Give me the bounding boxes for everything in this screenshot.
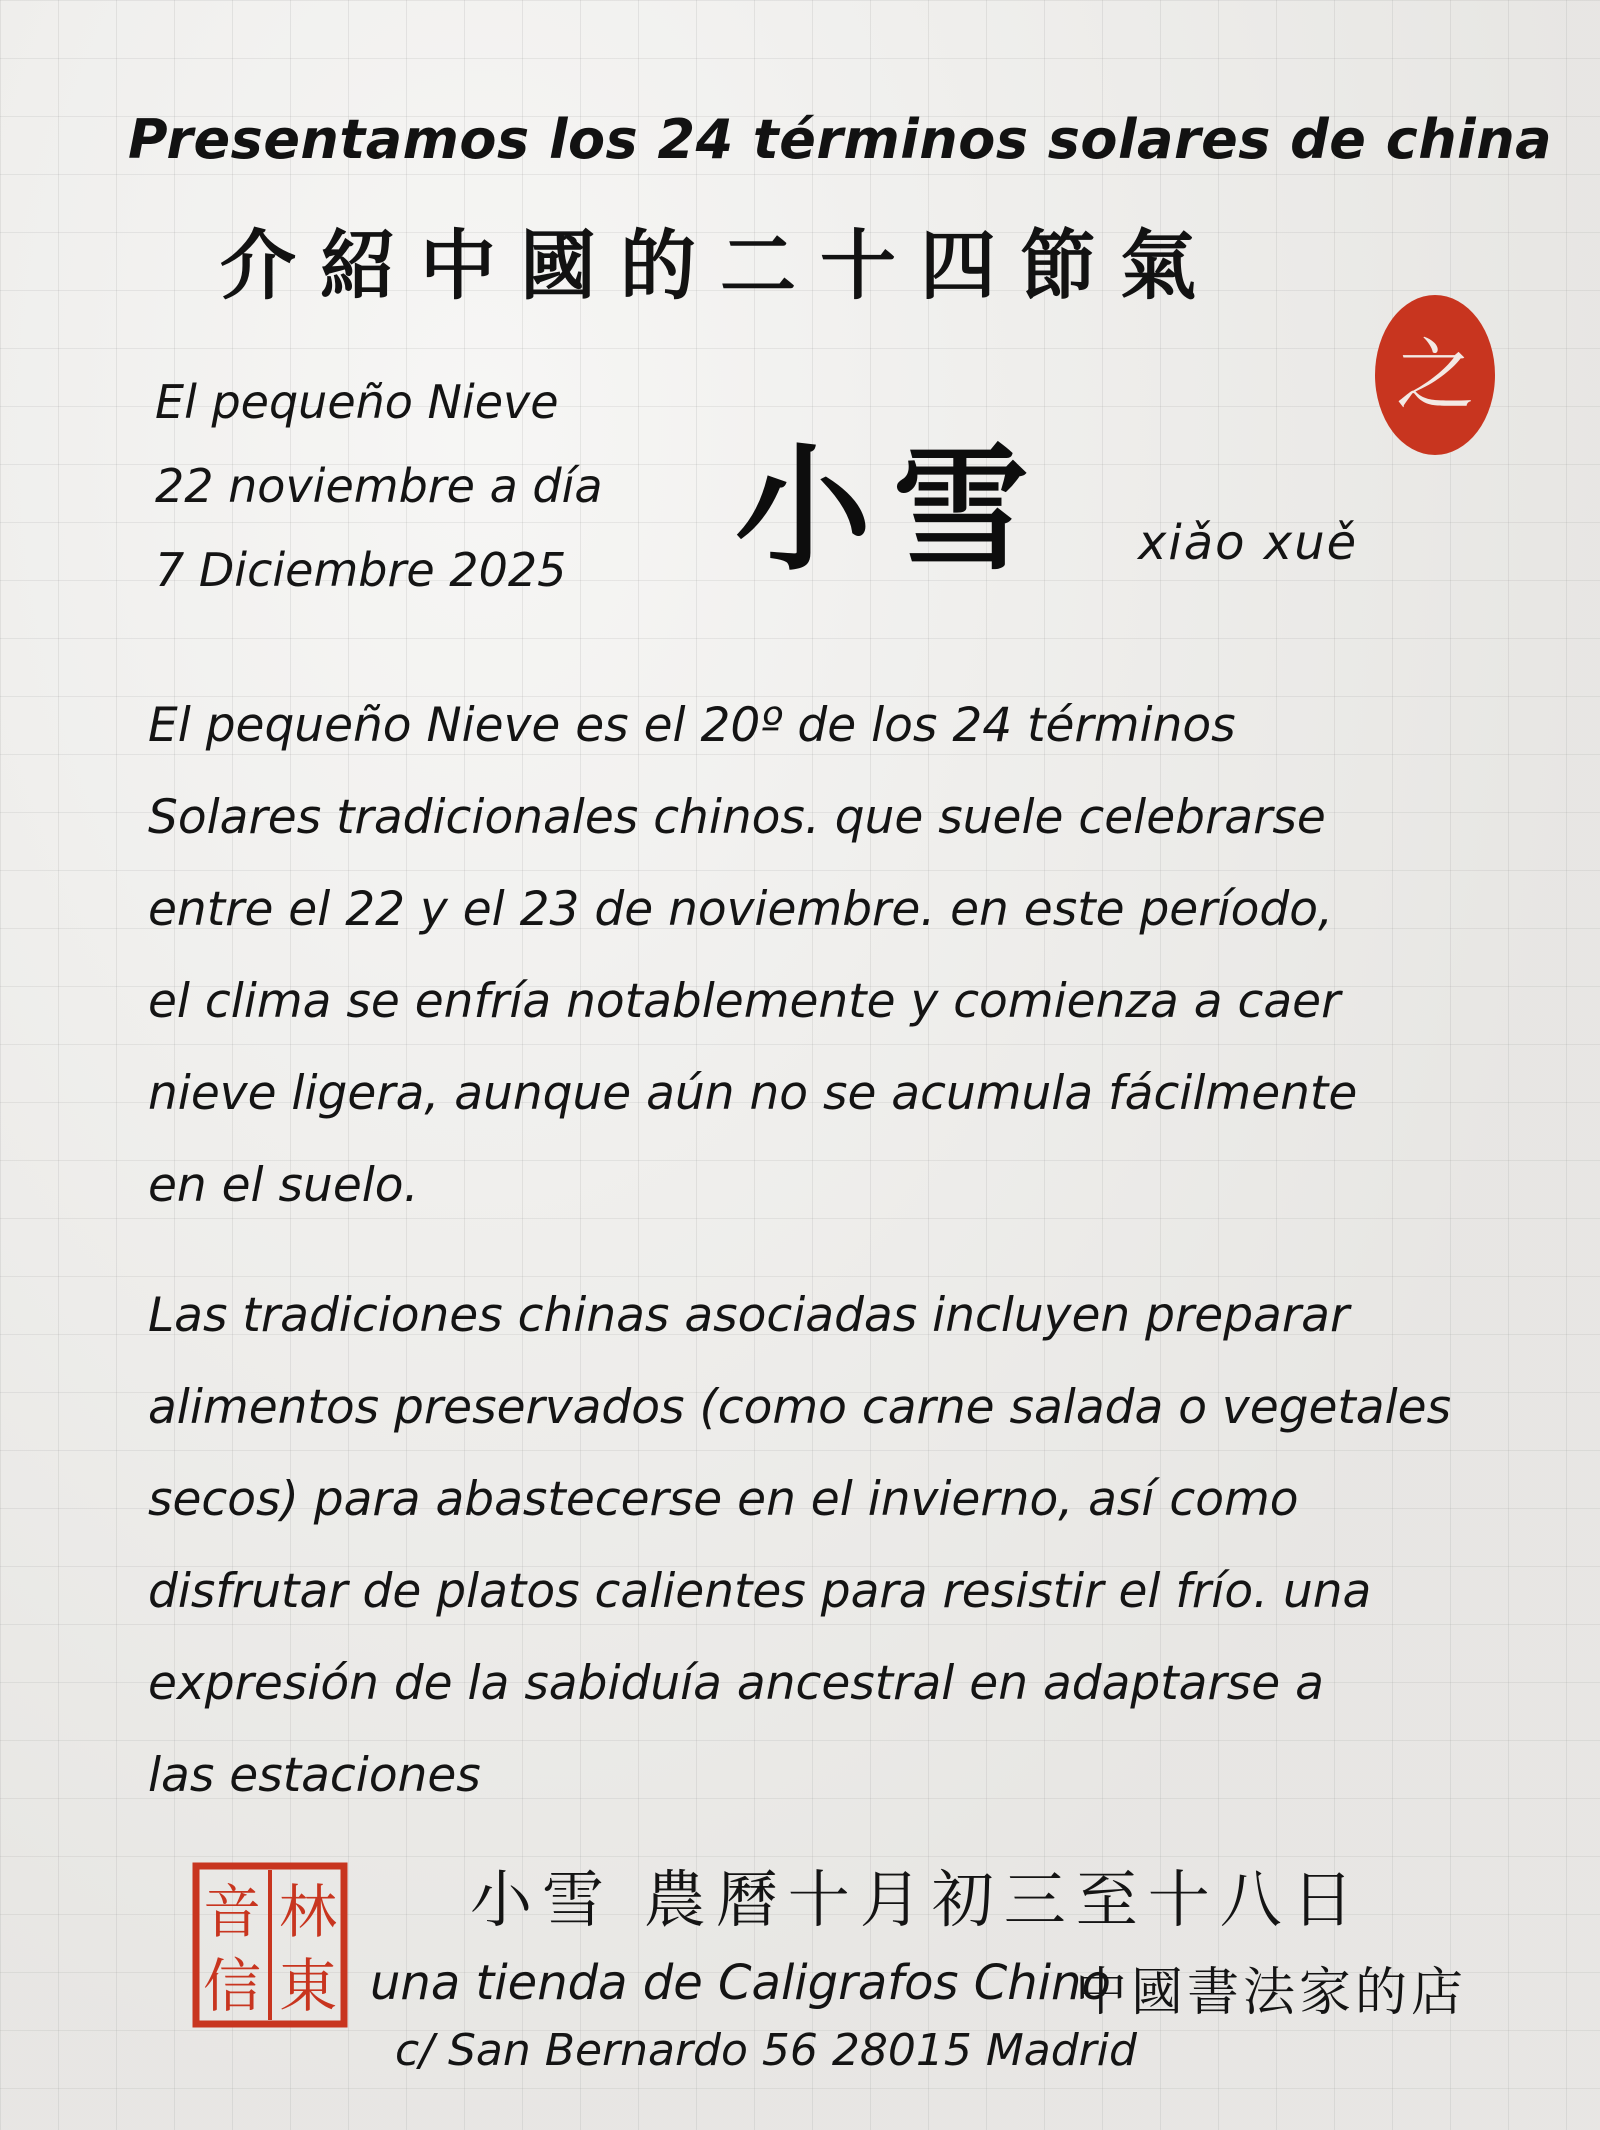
footer-shop-name-chinese: 中國書法家的店 [1075, 1963, 1468, 2023]
term-name-chinese: 小雪 [735, 430, 1051, 590]
svg-text:音: 音 [202, 1878, 262, 1946]
paragraph-traditions [148, 1270, 1548, 1822]
paragraph-line: alimentos preservados (como carne salada o vegetales [148, 1380, 1452, 1435]
paragraph-line: Las tradiciones chinas asociadas incluyen preparar [148, 1288, 1350, 1343]
paragraph-line: Solares tradicionales chinos. que suele celebrarse [148, 790, 1326, 845]
red-square-seal-icon [190, 1860, 350, 2030]
seal-oval-char: 之 [1395, 331, 1475, 421]
paragraph-line: secos) para abastecerse en el invierno, así como [148, 1472, 1299, 1527]
title-chinese: 介紹中國的二十四節氣 [220, 221, 1220, 310]
red-oval-seal-icon [1370, 290, 1500, 460]
paragraph-line: en el suelo. [148, 1158, 419, 1213]
term-date-line1: 22 noviembre a día [155, 459, 603, 513]
paragraph-line: nieve ligera, aunque aún no se acumula fácilmente [148, 1066, 1358, 1121]
term-info [155, 360, 603, 612]
footer-address: c/ San Bernardo 56 28015 Madrid [395, 2025, 1137, 2076]
footer-date-chinese: 小雪 農曆十月初三至十八日 [470, 1863, 1364, 1936]
term-date-line2: 7 Diciembre 2025 [155, 543, 567, 597]
svg-text:林: 林 [278, 1878, 338, 1946]
footer-shop-name: una tienda de Caligrafos Chino [370, 1955, 1111, 2011]
paragraph-line: El pequeño Nieve es el 20º de los 24 términos [148, 698, 1236, 753]
term-name-spanish: El pequeño Nieve [155, 375, 559, 429]
paragraph-line: el clima se enfría notablemente y comienza a caer [148, 974, 1341, 1029]
title-spanish: Presentamos los 24 términos solares de china [128, 108, 1553, 171]
paragraph-line: expresión de la sabiduía ancestral en adaptarse a [148, 1656, 1324, 1711]
paragraph-line: disfrutar de platos calientes para resistir el frío. una [148, 1564, 1372, 1619]
svg-text:信: 信 [202, 1952, 262, 2020]
term-pinyin: xiǎo xuě [1138, 515, 1359, 571]
svg-text:東: 東 [278, 1952, 338, 2020]
paragraph-line: las estaciones [148, 1748, 481, 1803]
paragraph-description [148, 680, 1548, 1232]
paragraph-line: entre el 22 y el 23 de noviembre. en este período, [148, 882, 1333, 937]
